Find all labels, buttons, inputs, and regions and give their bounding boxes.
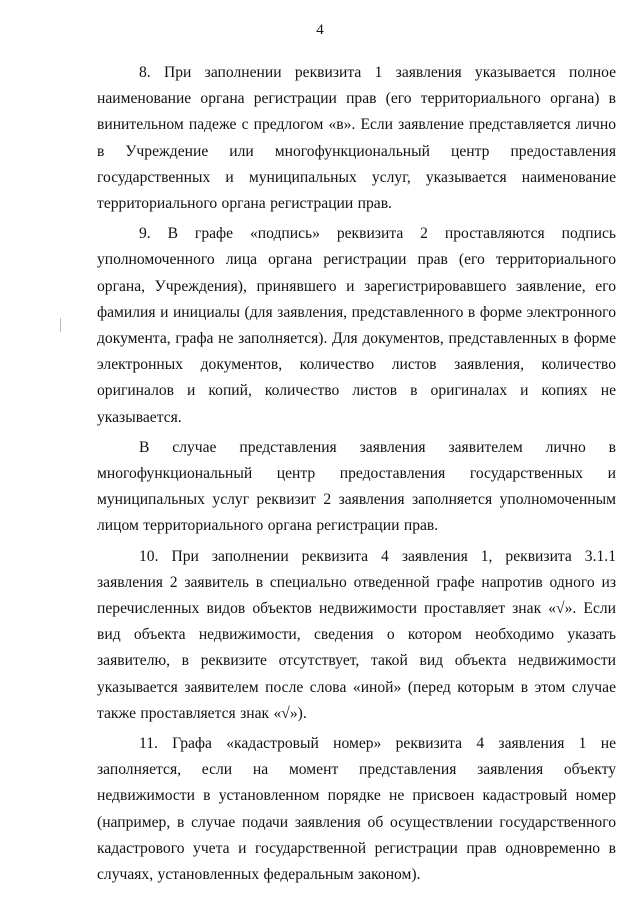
paragraph-9: 9. В графе «подпись» реквизита 2 проставляются подпись уполномоченного лица органа регистрации прав (его территориального органа, Учреждения), принявшего и зарегистрировавшего заявление, его фамилия и инициалы (для заявления, представленного в форме электронного документа, графа не заполняется). Для документов, представленных в форме электронных документов, количество листов заявления, количество оригиналов и копий, количество листов в оригиналах и копиях не указывается. [97, 225, 616, 426]
paragraph-9-continuation: В случае представления заявления заявителем лично в многофункциональный центр предоставления государственных и муниципальных услуг реквизит 2 заявления заполняется уполномоченным лицом территориального органа регистрации прав. [97, 438, 616, 535]
page-number: 4 [316, 22, 324, 38]
paragraph-10: 10. При заполнении реквизита 4 заявления 1, реквизита 3.1.1 заявления 2 заявитель в специально отведенной графе напротив одного из перечисленных видов объектов недвижимости проставляет знак «√». Если вид объекта недвижимости, сведения о котором необходимо указать заявителю, в реквизите отсутствует, такой вид объекта недвижимости указывается заявителем после слова «иной» (перед которым в этом случае также проставляется знак «√»). [97, 547, 616, 722]
margin-mark [60, 318, 63, 332]
document-body [97, 60, 616, 892]
paragraph-11: 11. Графа «кадастровый номер» реквизита 4 заявления 1 не заполняется, если на момент представления заявления объекту недвижимости в установленном порядке не присвоен кадастровый номер (например, в случае подачи заявления об осуществлении государственного кадастрового учета и государственной регистрации прав одновременно в случаях, установленных федеральным законом). [97, 735, 616, 884]
paragraph-8: 8. При заполнении реквизита 1 заявления указывается полное наименование органа регистрации прав (его территориального органа) в винительном падеже с предлогом «в». Если заявление представляется лично в Учреждение или многофункциональный центр предоставления государственных и муниципальных услуг, указывается наименование территориального органа регистрации прав. [97, 64, 616, 213]
